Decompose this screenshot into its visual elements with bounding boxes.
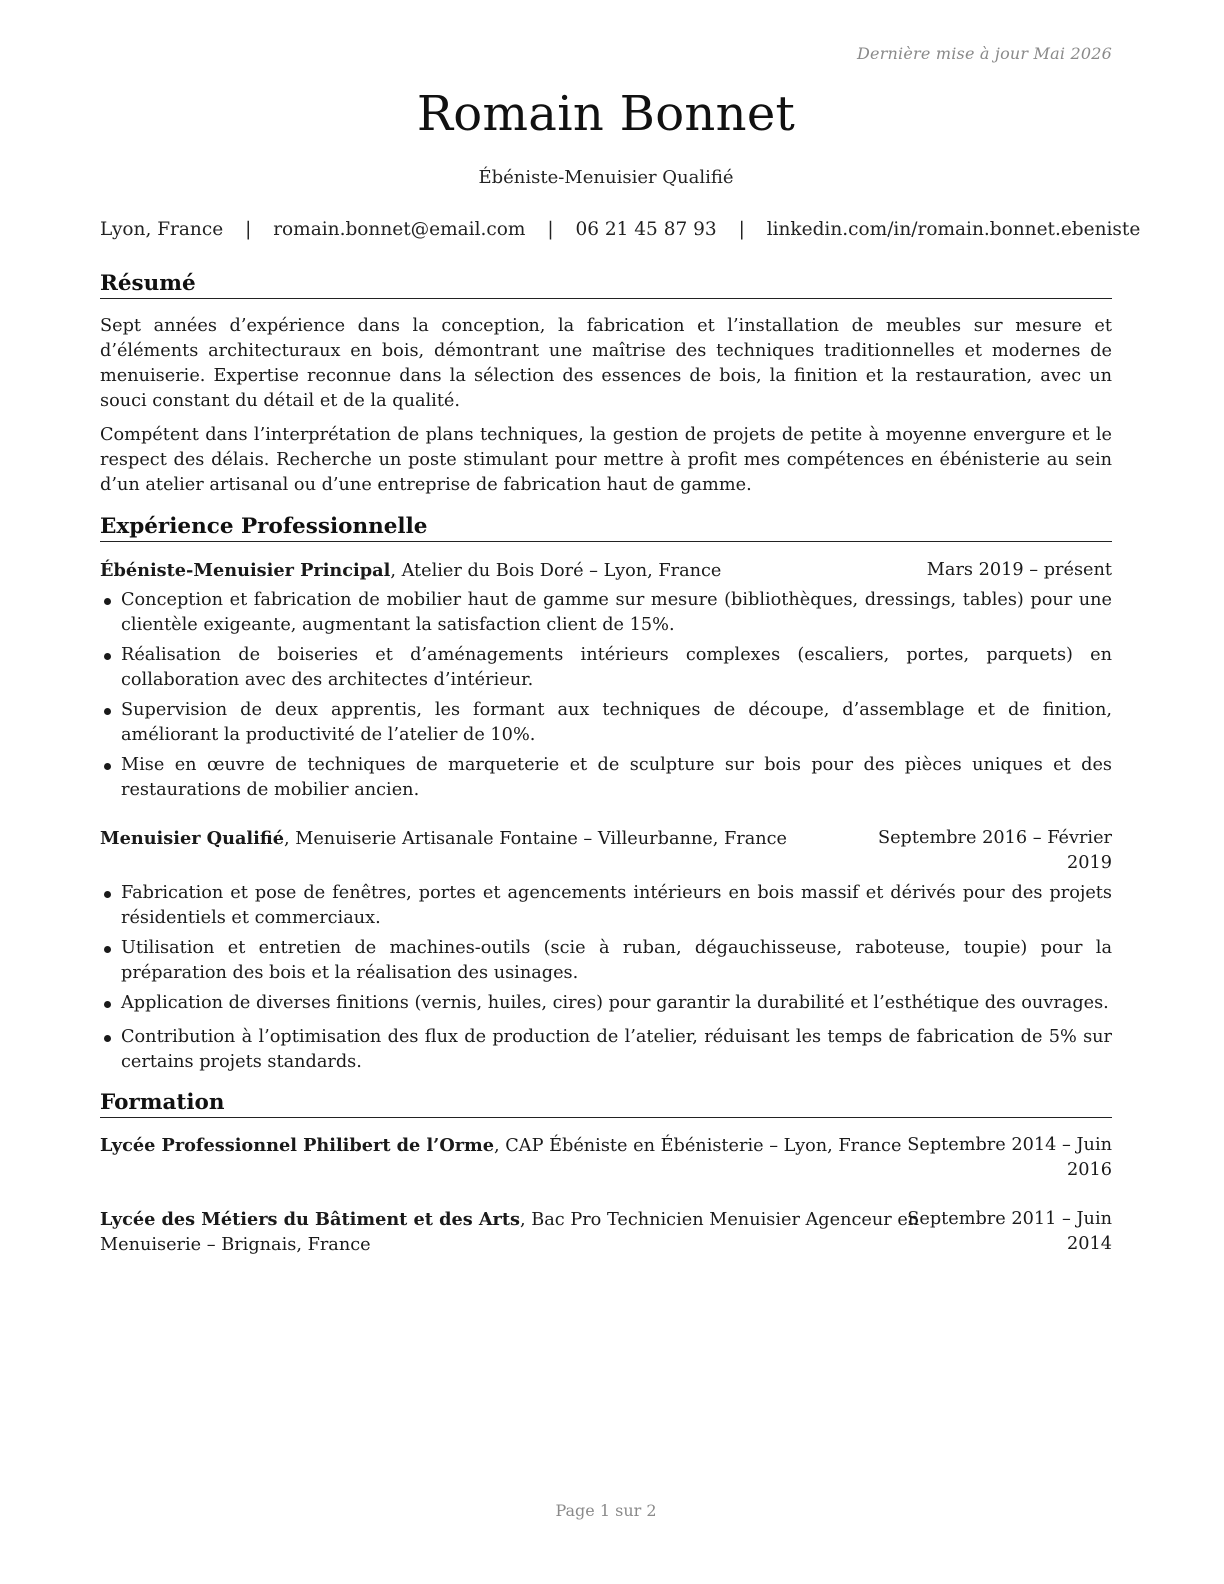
- contact-location: Lyon, France: [100, 219, 224, 240]
- contact-separator: |: [245, 219, 252, 240]
- education-dates-line: 2016: [1066, 1160, 1112, 1180]
- contact-phone[interactable]: 06 21 45 87 93: [575, 219, 717, 240]
- education-title-row: [100, 1207, 919, 1233]
- contact-linkedin[interactable]: linkedin.com/in/romain.bonnet.ebeniste: [766, 219, 1141, 240]
- section-heading-experience: Expérience Professionnelle: [100, 514, 1112, 542]
- education-entry: [100, 1133, 1112, 1183]
- education-school: Lycée des Métiers du Bâtiment et des Arts: [100, 1209, 520, 1230]
- job-dates-line: Septembre 2016 – Février: [877, 828, 1112, 848]
- education-details-continued: Menuiserie – Brignais, France: [100, 1235, 371, 1255]
- job-title-line: [100, 558, 721, 584]
- education-dates-line: Septembre 2011 – Juin: [907, 1209, 1112, 1229]
- job-details: , Menuiserie Artisanale Fontaine – Villeurbanne, France: [283, 829, 788, 849]
- education-dates: [907, 1133, 1112, 1183]
- job-dates-line: 2019: [1066, 853, 1112, 873]
- list-item: Supervision de deux apprentis, les formant aux techniques de découpe, d’assemblage et de finition, améliorant la productivité de l’atelier de 10%.: [100, 698, 1112, 748]
- list-item: Contribution à l’optimisation des flux de production de l’atelier, réduisant les temps de fabrication de 5% sur certains projets standards.: [100, 1025, 1112, 1075]
- job-details: , Atelier du Bois Doré – Lyon, France: [390, 561, 722, 581]
- education-school: Lycée Professionnel Philibert de l’Orme: [100, 1135, 495, 1156]
- list-item: Fabrication et pose de fenêtres, portes et agencements intérieurs en bois massif et dérivés pour des projets résidentiels et commerciaux.: [100, 881, 1112, 931]
- job-header: [100, 826, 1112, 876]
- job-title-line: [100, 826, 787, 852]
- contact-line: [100, 219, 1141, 240]
- list-item: Application de diverses finitions (vernis, huiles, cires) pour garantir la durabilité et l’esthétique des ouvrages.: [100, 991, 1112, 1016]
- education-details: , CAP Ébéniste en Ébénisterie – Lyon, France: [494, 1136, 902, 1156]
- education-dates-line: Septembre 2014 – Juin: [907, 1135, 1112, 1155]
- job-header: [100, 558, 1112, 583]
- candidate-name: Romain Bonnet: [416, 86, 796, 142]
- job-role: Menuisier Qualifié: [100, 828, 284, 849]
- job-role: Ébéniste-Menuisier Principal: [100, 560, 391, 581]
- contact-email[interactable]: romain.bonnet@email.com: [273, 219, 526, 240]
- job-bullet-list: [100, 881, 1112, 1080]
- education-title-line: [100, 1133, 901, 1159]
- section-heading-education: Formation: [100, 1090, 1112, 1118]
- section-heading-summary: Résumé: [100, 271, 1112, 299]
- list-item: Utilisation et entretien de machines-outils (scie à ruban, dégauchisseuse, raboteuse, toupie) pour la préparation des bois et la réalisation des usinages.: [100, 936, 1112, 986]
- summary-paragraph: Sept années d’expérience dans la conception, la fabrication et l’installation de meubles sur mesure et d’éléments architecturaux en bois, démontrant une maîtrise des techniques traditionnelles et modernes de menuiserie. Expertise reconnue dans la sélection des essences de bois, la finition et la restauration, avec un souci constant du détail et de la qualité.: [100, 316, 1112, 411]
- education-details: , Bac Pro Technicien Menuisier Agenceur en: [520, 1210, 920, 1230]
- list-item: Conception et fabrication de mobilier haut de gamme sur mesure (bibliothèques, dressings, tables) pour une clientèle exigeante, augmentant la satisfaction client de 15%.: [100, 588, 1112, 638]
- last-updated: Dernière mise à jour Mai 2026: [857, 44, 1112, 63]
- list-item: Réalisation de boiseries et d’aménagements intérieurs complexes (escaliers, portes, parquets) en collaboration avec des architectes d’intérieur.: [100, 643, 1112, 693]
- education-title-line: [100, 1207, 919, 1258]
- list-item: Mise en œuvre de techniques de marqueterie et de sculpture sur bois pour des pièces uniques et des restaurations de mobilier ancien.: [100, 753, 1112, 803]
- job-bullet-list: [100, 588, 1112, 808]
- education-dates: [907, 1207, 1112, 1257]
- summary-paragraph: Compétent dans l’interprétation de plans techniques, la gestion de projets de petite à moyenne envergure et le respect des délais. Recherche un poste stimulant pour mettre à profit mes compétences en ébénisterie au sein d’un atelier artisanal ou d’une entreprise de fabrication haut de gamme.: [100, 425, 1112, 495]
- job-dates: [878, 826, 1112, 876]
- page-number: Page 1 sur 2: [555, 1501, 657, 1520]
- education-entry: [100, 1207, 1112, 1257]
- job-dates: Mars 2019 – présent: [926, 560, 1112, 580]
- contact-separator: |: [547, 219, 554, 240]
- education-dates-line: 2014: [1066, 1234, 1112, 1254]
- contact-separator: |: [738, 219, 745, 240]
- job-title: Ébéniste-Menuisier Qualifié: [478, 167, 734, 188]
